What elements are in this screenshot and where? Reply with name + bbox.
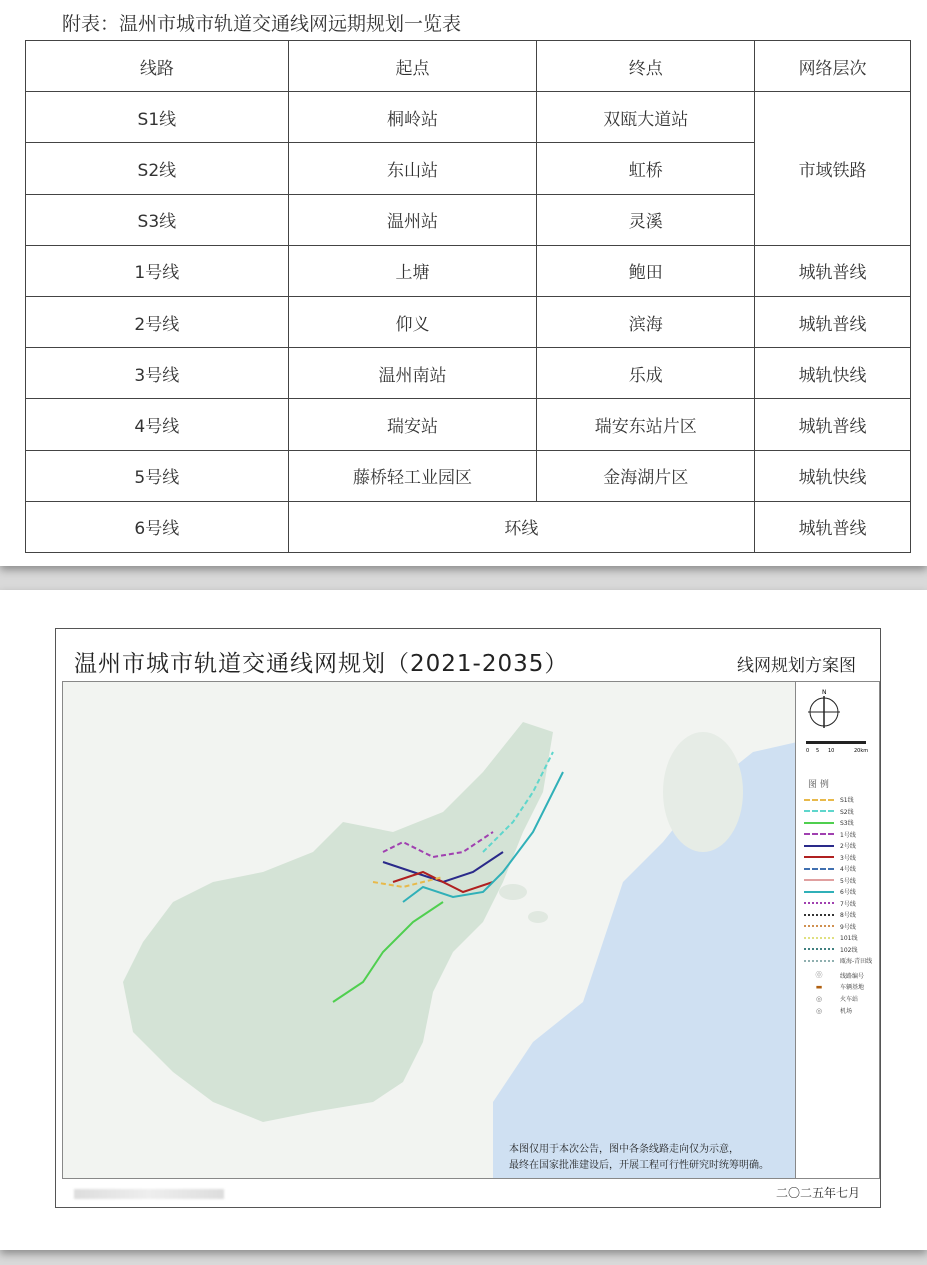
map-subtitle: 线网规划方案图 (737, 656, 856, 676)
legend-panel (796, 681, 880, 1179)
cell-end: 滨海 (537, 296, 755, 347)
cell-end: 乐成 (537, 348, 755, 399)
legend-symbol (804, 982, 864, 991)
legend-item (804, 841, 856, 850)
cell-start: 温州南站 (288, 348, 537, 399)
table-header (26, 41, 911, 92)
table-row (26, 92, 911, 143)
legend-item (804, 945, 857, 954)
legend-label: 4号线 (840, 866, 856, 873)
legend-title: 图 例 (808, 780, 829, 790)
svg-text:10: 10 (828, 748, 835, 754)
blurred-text (74, 1189, 224, 1199)
cell-level: 城轨普线 (755, 296, 911, 347)
legend-swatch (804, 833, 834, 835)
table-caption: 附表：温州市城市轨道交通线网远期规划一览表 (62, 13, 462, 35)
cell-start: 东山站 (288, 143, 537, 194)
cell-end: 鲍田 (537, 245, 755, 296)
legend-item (804, 910, 856, 919)
cell-level: 城轨快线 (755, 348, 911, 399)
legend-symbol (804, 970, 864, 980)
legend-swatch (804, 799, 834, 801)
cell-end: 金海湖片区 (537, 450, 755, 501)
legend-item (804, 887, 856, 896)
airport-icon: ◎ (815, 1006, 823, 1015)
legend-swatch (804, 914, 834, 916)
cell-line: 4号线 (26, 399, 289, 450)
cell-level: 城轨快线 (755, 450, 911, 501)
legend-swatch (804, 822, 834, 824)
header-end: 终点 (537, 41, 755, 92)
legend-label: 1号线 (840, 831, 856, 839)
legend-label: 瓯海-青田线 (840, 958, 873, 965)
legend-item (804, 933, 857, 942)
legend-label: 8号线 (840, 912, 856, 919)
cell-start: 瑞安站 (288, 399, 537, 450)
cell-line: 1号线 (26, 245, 289, 296)
cell-start: 仰义 (288, 296, 537, 347)
legend-item (804, 795, 854, 804)
legend-symbol (804, 994, 858, 1003)
line-table (25, 40, 911, 553)
svg-text:0: 0 (806, 748, 810, 754)
cell-start: 桐岭站 (288, 92, 537, 143)
legend-swatch (804, 868, 834, 870)
legend-label: S2线 (840, 808, 854, 816)
cell-end: 虹桥 (537, 143, 755, 194)
legend-swatch (804, 856, 834, 858)
cell-end: 灵溪 (537, 194, 755, 245)
legend-item (804, 922, 856, 931)
network-map (63, 682, 796, 1179)
map-date: 二〇二五年七月 (775, 1186, 860, 1200)
legend-swatch (804, 810, 834, 812)
legend-label: 101线 (840, 935, 858, 942)
legend-label: 机场 (840, 1008, 853, 1015)
cell-line: 3号线 (26, 348, 289, 399)
legend-swatch (804, 960, 834, 962)
note-line-2: 最终在国家批准建设后，开展工程可行性研究时统筹明确。 (509, 1160, 769, 1171)
map-card (0, 590, 927, 1250)
legend-label: 5号线 (840, 877, 856, 885)
map-image (62, 681, 796, 1179)
table-row (26, 348, 911, 399)
table-card (0, 0, 927, 566)
legend-item (804, 807, 854, 816)
header-line: 线路 (26, 41, 289, 92)
legend-swatch (804, 845, 834, 847)
svg-text:5: 5 (816, 748, 820, 754)
note-line-1: 本图仅用于本次公告，图中各条线路走向仅为示意， (509, 1144, 739, 1155)
legend-item (804, 818, 854, 827)
legend-item (804, 876, 856, 885)
compass-icon (796, 682, 880, 762)
cell-level: 市域铁路 (755, 92, 911, 246)
railway-station-icon: ◎ (815, 994, 823, 1003)
line-number-icon: ⓪ (815, 971, 823, 979)
legend-item (804, 853, 856, 862)
cell-line: 5号线 (26, 450, 289, 501)
cell-start: 藤桥轻工业园区 (288, 450, 537, 501)
cell-level: 城轨普线 (755, 245, 911, 296)
legend-swatch (804, 948, 834, 950)
cell-line: S1线 (26, 92, 289, 143)
cell-line: 2号线 (26, 296, 289, 347)
scale-bar (806, 741, 866, 744)
table-row (26, 245, 911, 296)
legend-swatch (804, 902, 834, 904)
legend-label: 6号线 (840, 889, 856, 896)
cell-end: 瑞安东站片区 (537, 399, 755, 450)
legend-label: 7号线 (840, 900, 856, 908)
header-level: 网络层次 (755, 41, 911, 92)
cell-start: 上塘 (288, 245, 537, 296)
svg-text:20km: 20km (854, 748, 869, 754)
legend-swatch (804, 925, 834, 927)
legend-label: 9号线 (840, 923, 856, 931)
legend-label: S3线 (840, 820, 854, 827)
legend-symbol (804, 1006, 852, 1015)
cell-line: S2线 (26, 143, 289, 194)
cell-level: 城轨普线 (755, 501, 911, 552)
cell-line: S3线 (26, 194, 289, 245)
legend-swatch (804, 879, 834, 881)
header-start: 起点 (288, 41, 537, 92)
svg-text:N: N (822, 689, 827, 696)
cell-route: 环线 (288, 501, 754, 552)
table-row (26, 296, 911, 347)
map-title: 温州市城市轨道交通线网规划（2021-2035） (74, 651, 569, 677)
cell-level: 城轨普线 (755, 399, 911, 450)
legend-item (804, 956, 872, 965)
legend-item (804, 864, 856, 873)
table-row (26, 501, 911, 552)
legend-item (804, 899, 856, 908)
legend-swatch (804, 937, 834, 939)
legend-label: 102线 (840, 946, 858, 954)
legend-label: 线路编号 (840, 972, 865, 980)
legend-label: 3号线 (840, 854, 856, 862)
table-row (26, 399, 911, 450)
legend-label: 火车站 (840, 996, 859, 1003)
cell-start: 温州站 (288, 194, 537, 245)
map-frame (55, 628, 881, 1208)
legend-item (804, 830, 856, 839)
table-row (26, 450, 911, 501)
legend-label: S1线 (840, 797, 854, 804)
legend-label: 车辆基地 (840, 984, 865, 991)
depot-icon: ▬ (815, 982, 823, 991)
legend-swatch (804, 891, 834, 893)
legend-label: 2号线 (840, 843, 856, 850)
cell-line: 6号线 (26, 501, 289, 552)
cell-end: 双瓯大道站 (537, 92, 755, 143)
